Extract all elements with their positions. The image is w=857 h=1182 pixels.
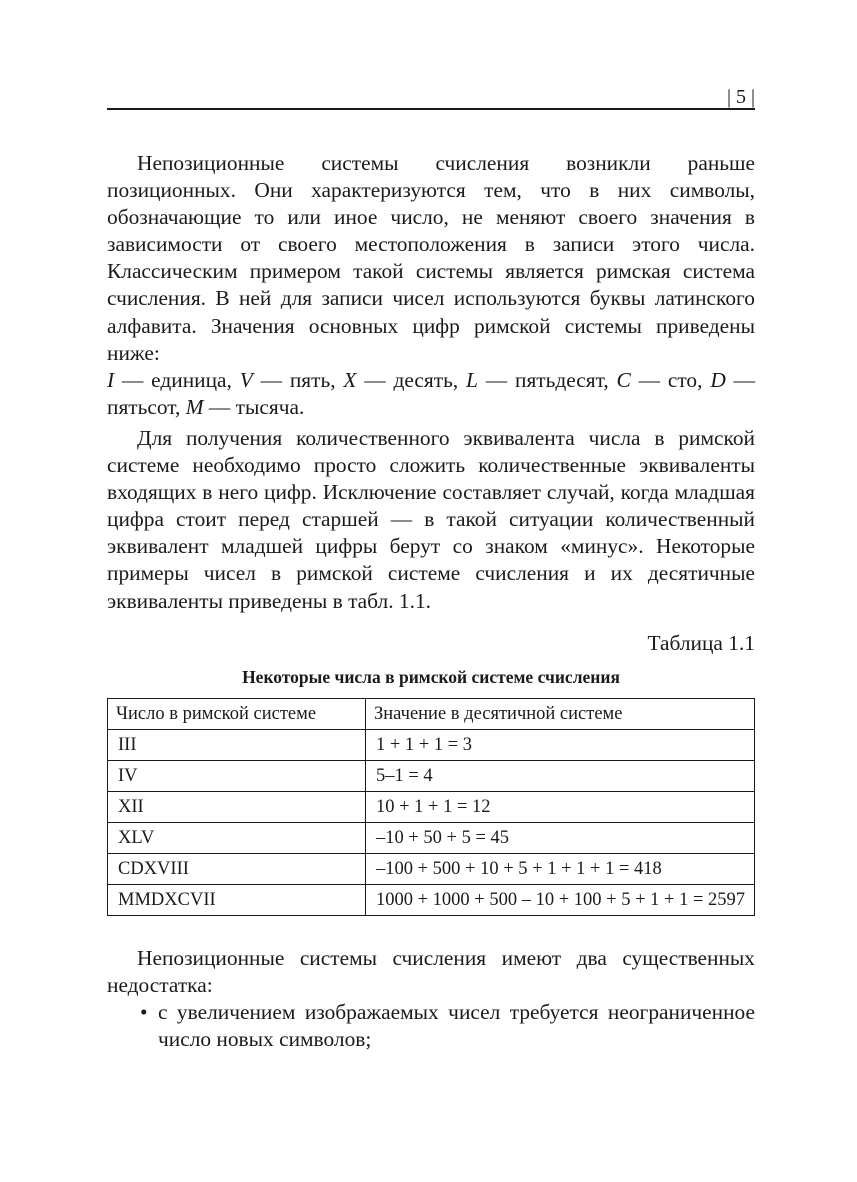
text-block-conversion (107, 425, 755, 615)
digit-symbol: M (185, 394, 204, 419)
digit-meaning: — сто, (630, 367, 711, 392)
digit-symbol: V (239, 367, 253, 392)
digit-meaning: — пять, (252, 367, 344, 392)
digit-symbol: D (710, 367, 726, 392)
digit-meaning: — пятьсот, (107, 367, 755, 419)
table-caption: Некоторые числа в римской системе счисления (242, 667, 620, 687)
digit-symbol: I (107, 367, 115, 392)
digit-meaning: — десять, (356, 367, 467, 392)
table-row (108, 761, 755, 792)
decimal-value-cell: –100 + 500 + 10 + 5 + 1 + 1 + 1 = 418 (366, 854, 755, 885)
digit-values-line (107, 367, 755, 421)
digit-symbol: L (466, 367, 478, 392)
decimal-value-cell: 1000 + 1000 + 500 – 10 + 100 + 5 + 1 + 1 = 2597 (366, 885, 755, 916)
paragraph-drawbacks: Непозиционные системы счисления имеют два существенных недостатка: (107, 946, 755, 998)
table-row (108, 823, 755, 854)
bullet-icon: • (140, 1000, 148, 1025)
decimal-value-cell: 1 + 1 + 1 = 3 (366, 730, 755, 761)
roman-value-cell: III (108, 730, 366, 761)
roman-value-cell: IV (108, 761, 366, 792)
digit-meaning: — тысяча. (203, 394, 305, 419)
table-header-decimal: Значение в десятичной системе (366, 699, 755, 730)
table-row (108, 854, 755, 885)
digit-symbol: C (616, 367, 631, 392)
text-block-drawbacks (107, 945, 755, 1053)
table-label: Таблица 1.1 (647, 631, 755, 655)
paragraph-conversion: Для получения количественного эквивалента числа в римской системе необходимо просто сложить количественные эквиваленты входящих в него цифр. Исключение составляет случай, когда младшая цифра стоит перед старшей — в такой ситуации количественный эквивалент младшей цифры берут со знаком «минус». Некоторые примеры чисел в римской системе счисления и их десятичные эквиваленты приведены в табл. 1.1. (107, 426, 755, 613)
roman-value-cell: XII (108, 792, 366, 823)
table-row (108, 885, 755, 916)
roman-value-cell: XLV (108, 823, 366, 854)
digit-meaning: — единица, (114, 367, 240, 392)
roman-value-cell: CDXVIII (108, 854, 366, 885)
decimal-value-cell: 10 + 1 + 1 = 12 (366, 792, 755, 823)
digit-symbol: X (343, 367, 357, 392)
table-row (108, 792, 755, 823)
list-item (107, 999, 755, 1053)
table-header-roman: Число в римской системе (108, 699, 366, 730)
header-rule (107, 108, 755, 110)
text-block-intro (107, 150, 755, 421)
table-header-row (108, 699, 755, 730)
paragraph-intro: Непозиционные системы счисления возникли раньше позиционных. Они характеризуются тем, что в них символы, обозначающие то или иное число, не меняют своего значения в зависимости от своего местоположения в записи этого числа. Классическим примером такой системы является римская система счисления. В ней для записи чисел используются буквы латинского алфавита. Значения основных цифр римской системы приведены ниже: (107, 151, 755, 365)
drawbacks-list (107, 999, 755, 1053)
digit-meaning: — пятьдесят, (477, 367, 617, 392)
table-row (108, 730, 755, 761)
list-item-text: с увеличением изображаемых чисел требуется неограниченное число новых символов; (158, 1000, 755, 1052)
roman-value-cell: MMDXCVII (108, 885, 366, 916)
roman-numerals-table (107, 698, 755, 916)
decimal-value-cell: –10 + 50 + 5 = 45 (366, 823, 755, 854)
page-number: | 5 | (727, 86, 756, 108)
decimal-value-cell: 5–1 = 4 (366, 761, 755, 792)
